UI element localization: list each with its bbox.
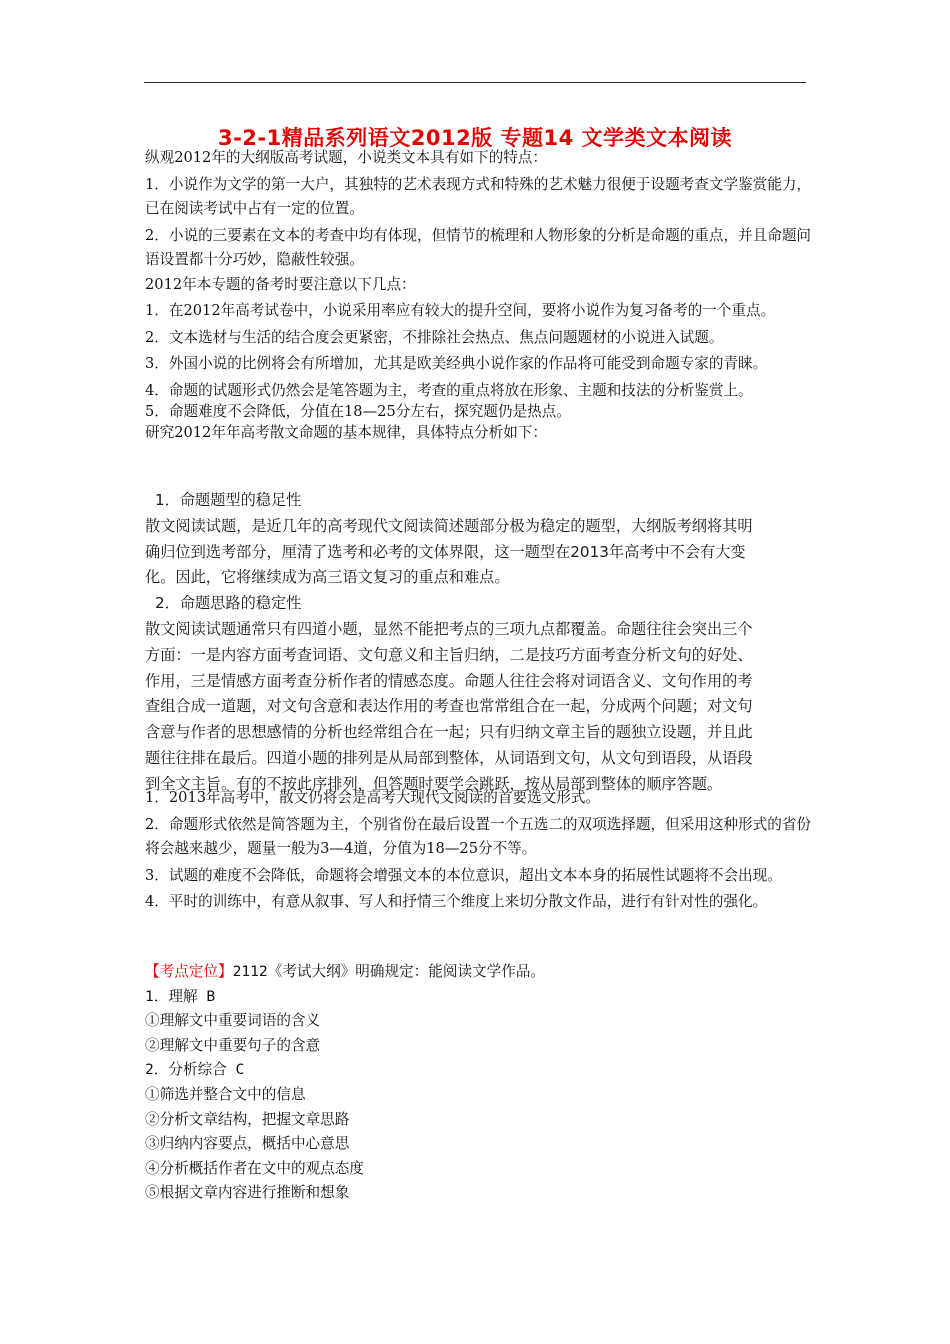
kaodian-item: ①筛选并整合文中的信息 [145,1085,306,1103]
prose-section-line: 作用，三是情感方面考查分析作者的情感态度。命题人往往会将对词语含义、文句作用的考 [145,671,753,690]
prose-section-line: 查组合成一道题，对文句含意和表达作用的考查也常常组合在一起，分成两个问题；对文句 [145,697,753,716]
kaodian-item: 2．分析综合 C [145,1061,245,1079]
prose-sections [145,488,820,798]
prose-point: 1．2013年高考中，散文仍将会是高考大现代文阅读的首要选文形式。 [145,789,601,806]
prose-section-line: 化。因此，它将继续成为高三语文复习的重点和难点。 [145,568,510,587]
kaodian-item: 1．理解 B [145,987,216,1005]
feature-item: 1．小说作为文学的第一大户，其独特的艺术表现方式和特殊的艺术魅力很便于设题考查文学鉴赏能力，已在阅读考试中占有一定的位置。 [145,175,812,217]
prose-section-line: 散文阅读试题通常只有四道小题，显然不能把考点的三项九点都覆盖。命题往往会突出三个 [145,619,753,638]
feature-item: 2．小说的三要素在文本的考查中均有体现，但情节的梳理和人物形象的分析是命题的重点，并且命题问语设置都十分巧妙，隐蔽性较强。 [145,226,812,268]
kaodian-section [145,960,813,1206]
kaodian-text: 2112《考试大纲》明确规定：能阅读文学作品。 [232,963,546,980]
note-item: 1．在2012年高考试卷中，小说采用率应有较大的提升空间，要将小说作为复习备考的一个重点。 [145,302,776,319]
prose-section-heading: 2．命题思路的稳定性 [155,594,302,613]
kaodian-line [145,960,813,985]
header-rule [144,82,806,83]
notes-heading: 2012年本专题的备考时要注意以下几点： [145,275,416,293]
prose-section-line: 确归位到选考部分，厘清了选考和必考的文体界限，这一题型在2013年高考中不会有大变 [145,542,746,561]
note-item: 5．命题难度不会降低，分值在18—25分左右，探究题仍是热点。 [145,403,571,420]
intro-section [145,146,813,446]
note-item: 3．外国小说的比例将会有所增加，尤其是欧美经典小说作家的作品将可能受到命题专家的青睐。 [145,355,768,372]
prose-heading: 研究2012年年高考散文命题的基本规律，具体特点分析如下： [145,424,547,441]
prose-points [145,786,813,915]
kaodian-item: ⑤根据文章内容进行推断和想象 [145,1184,350,1202]
prose-section-heading: 1．命题题型的稳足性 [155,491,302,509]
kaodian-tag: 【考点定位】 [145,963,233,980]
prose-section-line: 题往往排在最后。四道小题的排列是从局部到整体，从词语到文句，从文句到语段，从语段 [145,748,753,767]
prose-section-line: 含意与作者的思想感情的分析也经常组合在一起；只有归纳文章主旨的题独立设题，并且此 [145,723,753,742]
kaodian-item: ②分析文章结构，把握文章思路 [145,1110,350,1128]
kaodian-item: ③归纳内容要点，概括中心意思 [145,1135,350,1153]
prose-point: 3．试题的难度不会降低，命题将会增强文本的本位意识，超出文本本身的拓展性试题将不会出现。 [145,866,782,884]
note-item: 2．文本选材与生活的结合度会更紧密，不排除社会热点、焦点问题题材的小说进入试题。 [145,328,724,346]
kaodian-item: ④分析概括作者在文中的观点态度 [145,1159,364,1177]
page-title: 3-2-1精品系列语文2012版 专题14 文学类文本阅读 [217,126,733,150]
note-item: 4．命题的试题形式仍然会是笔答题为主，考查的重点将放在形象、主题和技法的分析鉴赏上。 [145,381,753,399]
kaodian-item: ①理解文中重要词语的含义 [145,1012,321,1030]
kaodian-item: ②理解文中重要句子的含意 [145,1036,321,1054]
prose-section-line: 散文阅读试题，是近几年的高考现代文阅读简述题部分极为稳定的题型，大纲版考纲将其明 [145,516,753,535]
prose-point: 2．命题形式依然是简答题为主，个别省份在最后设置一个五选二的双项选择题，但采用这种形式的省份将会越来越少，题量一般为3—4道，分值为18—25分不等。 [145,815,812,857]
prose-section-line: 方面：一是内容方面考查词语、文句意义和主旨归纳，二是技巧方面考查分析文句的好处、 [145,645,753,664]
prose-point: 4．平时的训练中，有意从叙事、写人和抒情三个维度上来切分散文作品，进行有针对性的强化。 [145,893,768,910]
intro-text: 纵观2012年的大纲版高考试题，小说类文本具有如下的特点： [145,149,547,166]
prose-section-line: 到全文主旨。有的不按此序排列，但答题时要学会跳跃，按从局部到整体的顺序答题。 [145,774,723,793]
